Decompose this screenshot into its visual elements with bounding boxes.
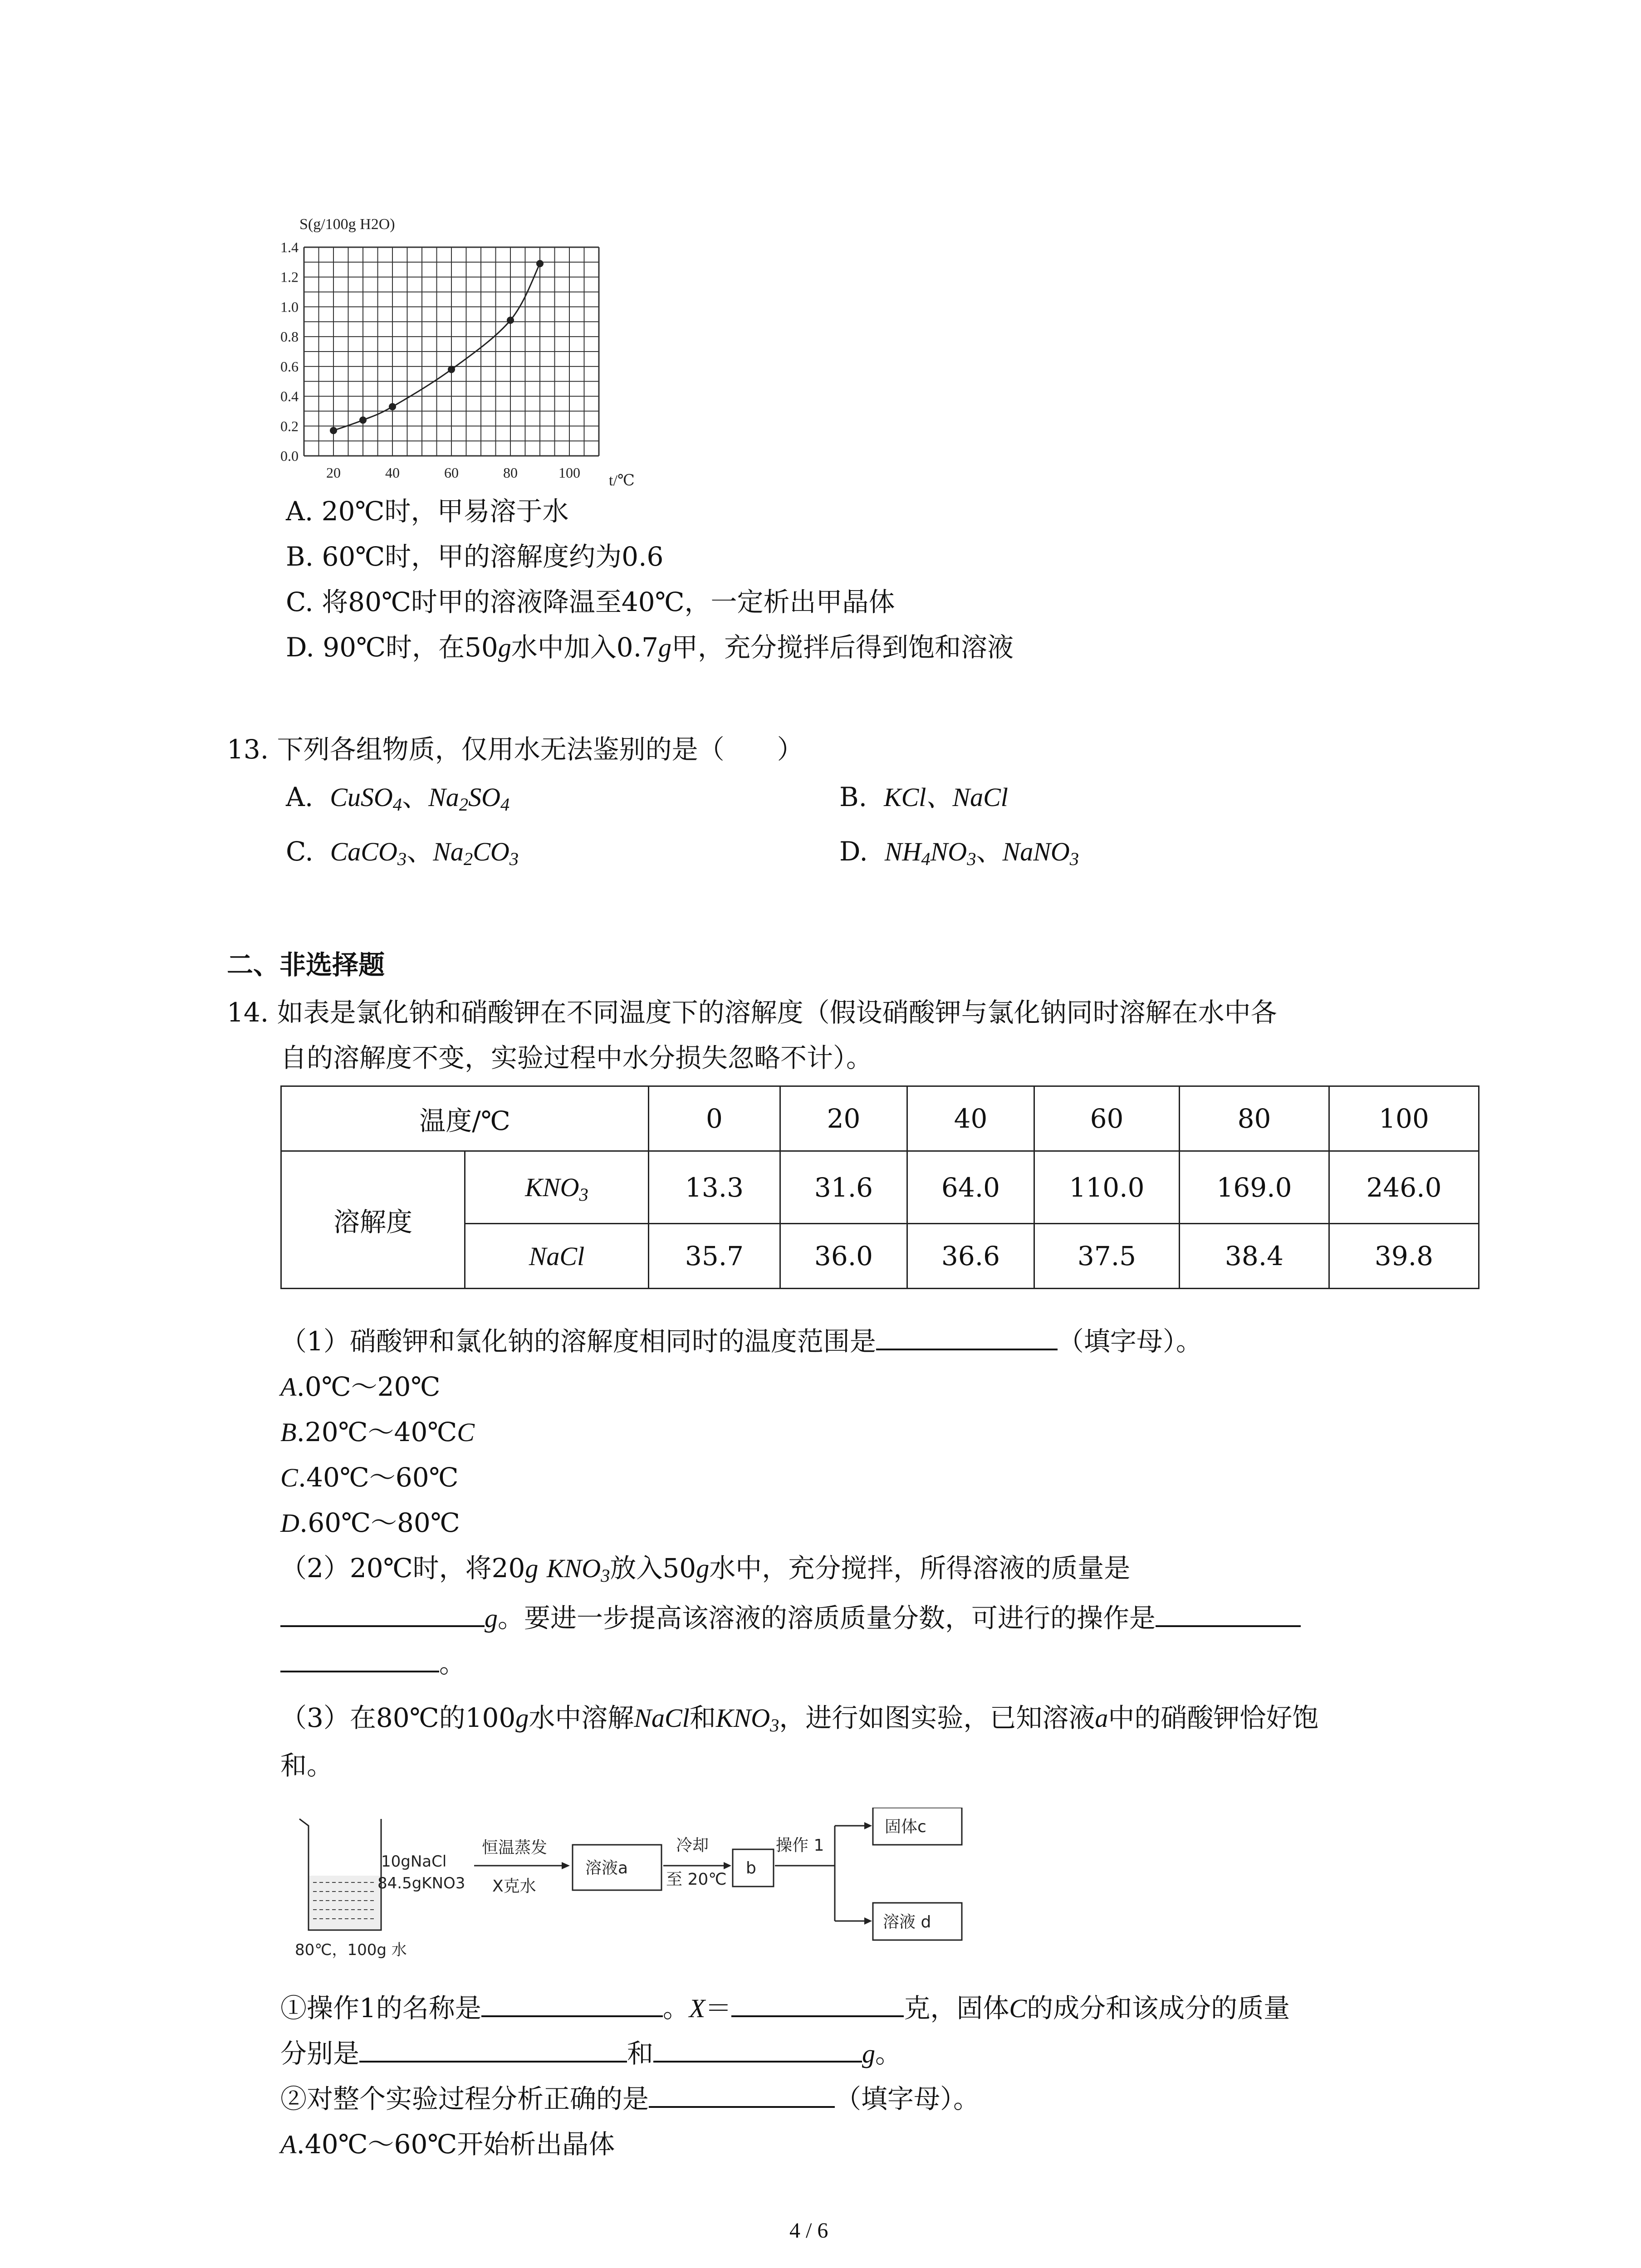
flow-box-d: 溶液 d	[883, 1913, 931, 1931]
table-row-label: NaCl	[465, 1224, 649, 1289]
q14-part2-line2: g。要进一步提高该溶液的溶质质量分数，可进行的操作是	[280, 1597, 1301, 1635]
q14-stem-line1: 14. 如表是氯化钠和硝酸钾在不同温度下的溶解度（假设硝酸钾与氯化钠同时溶解在水中各	[227, 997, 1277, 1028]
table-temp: 40	[907, 1086, 1034, 1151]
page-number: 4 / 6	[789, 2219, 828, 2243]
chart-grid	[304, 247, 599, 456]
q14-option-c: C.40℃～60℃	[280, 1462, 459, 1493]
beaker-icon	[299, 1819, 381, 1930]
solubility-chart	[263, 209, 653, 499]
q14-option-d: D.60℃～80℃	[280, 1507, 460, 1538]
q14-part3-line1: （3）在80℃的100g水中溶解NaCl和$KNO_3$，进行如图实验，已知溶液a中的硝酸钾恰好饱	[280, 1702, 1319, 1736]
q13-option-d: D. $NH_4NO_3$、NaNO$_3$	[839, 836, 1079, 870]
answer-blank[interactable]	[280, 1648, 439, 1672]
x-tick-label: 20	[326, 464, 341, 481]
data-point	[536, 260, 544, 267]
y-tick-label: 0.0	[280, 448, 299, 464]
table-cell: 110.0	[1034, 1151, 1180, 1224]
answer-blank[interactable]	[1156, 1603, 1301, 1627]
data-point	[448, 366, 455, 373]
experiment-flow-diagram	[295, 1808, 998, 1966]
table-row-label: $KNO_3$	[465, 1151, 649, 1224]
table-temp: 0	[649, 1086, 780, 1151]
q14-part2-line1: （2）20℃时，将20g $KNO_3$放入50g水中，充分搅拌，所得溶液的质量是	[280, 1553, 1131, 1586]
flow-box-c: 固体c	[885, 1818, 926, 1836]
q14-sub1-line1: ①操作1的名称是 。X＝ 克，固体C的成分和该成分的质量	[280, 1993, 1290, 2024]
arrow-icon	[724, 1862, 731, 1869]
table-header-label: 温度/℃	[281, 1086, 649, 1151]
x-tick-label: 60	[444, 464, 459, 481]
chart-xlabel: t/℃	[609, 472, 635, 489]
table-cell: 36.0	[780, 1224, 907, 1289]
flow-kno3-label: 84.5gKNO3	[377, 1874, 465, 1892]
y-tick-label: 1.2	[280, 269, 299, 285]
q13-option-c: C. CaCO$_3$、$Na_2CO_3$	[286, 836, 519, 870]
section-title: 二、非选择题	[227, 949, 385, 980]
q13-stem: 13. 下列各组物质，仅用水无法鉴别的是（ ）	[227, 734, 803, 765]
answer-blank[interactable]	[280, 1603, 485, 1627]
data-point	[507, 317, 514, 324]
q12-option-a: A. 20℃时，甲易溶于水	[286, 496, 569, 527]
solubility-table	[280, 1085, 1479, 1289]
table-temp: 80	[1180, 1086, 1329, 1151]
x-tick-label: 100	[558, 464, 580, 481]
table-cell: 31.6	[780, 1151, 907, 1224]
flow-step2-top: 冷却	[676, 1836, 709, 1855]
q13-option-b: B. KCl、NaCl	[839, 782, 1008, 812]
chart-ylabel: S(g/100g H2O)	[299, 216, 395, 233]
data-point	[330, 427, 337, 434]
flow-step1-top: 恒温蒸发	[482, 1838, 548, 1857]
answer-blank[interactable]	[359, 2038, 627, 2063]
arrow-icon	[864, 1822, 872, 1829]
q14-sub1-line2: 分别是 和 g。	[280, 2038, 902, 2069]
q14-part1: （1）硝酸钾和氯化钠的溶解度相同时的温度范围是 （填字母）。	[280, 1326, 1202, 1357]
answer-blank[interactable]	[653, 2038, 862, 2063]
flow-box-b: b	[746, 1859, 756, 1877]
answer-blank[interactable]	[876, 1326, 1058, 1350]
flow-step3: 操作 1	[776, 1836, 824, 1855]
answer-blank[interactable]	[481, 1993, 663, 2017]
x-tick-label: 80	[503, 464, 518, 481]
table-temp: 60	[1034, 1086, 1180, 1151]
table-cell: 246.0	[1329, 1151, 1479, 1224]
table-cell: 38.4	[1180, 1224, 1329, 1289]
q12-option-b: B. 60℃时，甲的溶解度约为0.6	[286, 541, 664, 572]
data-point	[359, 416, 367, 424]
data-point	[389, 403, 396, 411]
q14-sub2-option-a: A.40℃～60℃开始析出晶体	[280, 2129, 615, 2160]
y-tick-label: 0.2	[280, 418, 299, 435]
table-cell: 36.6	[907, 1224, 1034, 1289]
y-tick-label: 0.6	[280, 358, 299, 375]
y-tick-label: 0.4	[280, 388, 299, 405]
arrow-icon	[562, 1862, 570, 1869]
flow-box-a: 溶液a	[585, 1859, 628, 1877]
table-cell: 13.3	[649, 1151, 780, 1224]
table-cell: 39.8	[1329, 1224, 1479, 1289]
q13-option-a: A. CuSO$_4$、$Na_2SO_4$	[286, 782, 510, 815]
q14-option-a: A.0℃～20℃	[280, 1371, 441, 1402]
x-tick-label: 40	[385, 464, 400, 481]
table-temp: 20	[780, 1086, 907, 1151]
y-tick-label: 1.4	[280, 239, 299, 255]
q14-stem-line2: 自的溶解度不变，实验过程中水分损失忽略不计）。	[280, 1042, 873, 1073]
y-tick-label: 1.0	[280, 298, 299, 315]
chart-x-ticks	[326, 464, 580, 481]
table-cell: 37.5	[1034, 1224, 1180, 1289]
table-row	[281, 1151, 1479, 1224]
table-header-row	[281, 1086, 1479, 1151]
chart-y-ticks	[280, 239, 299, 464]
arrow-icon	[864, 1917, 872, 1925]
q14-part2-line3: 。	[280, 1642, 465, 1680]
q14-part3-line2: 和。	[280, 1750, 333, 1781]
table-cell: 169.0	[1180, 1151, 1329, 1224]
flow-step2-bottom: 至 20℃	[666, 1870, 727, 1889]
table-cell: 35.7	[649, 1224, 780, 1289]
table-temp: 100	[1329, 1086, 1479, 1151]
flow-nacl-label: 10gNaCl	[381, 1853, 447, 1871]
answer-blank[interactable]	[731, 1993, 904, 2017]
q12-option-c: C. 将80℃时甲的溶液降温至40℃，一定析出甲晶体	[286, 587, 895, 617]
answer-blank[interactable]	[649, 2083, 835, 2108]
flow-beaker-label: 80℃，100g 水	[295, 1941, 407, 1959]
q14-option-b: B.20℃～40℃C	[280, 1417, 475, 1447]
table-cell: 64.0	[907, 1151, 1034, 1224]
y-tick-label: 0.8	[280, 328, 299, 345]
q14-sub2: ②对整个实验过程分析正确的是 （填字母）。	[280, 2083, 980, 2114]
flow-step1-bottom: X克水	[492, 1877, 536, 1896]
table-group-label: 溶解度	[281, 1151, 465, 1289]
q12-option-d: D. 90℃时，在50g水中加入0.7g甲，充分搅拌后得到饱和溶液	[286, 632, 1014, 663]
